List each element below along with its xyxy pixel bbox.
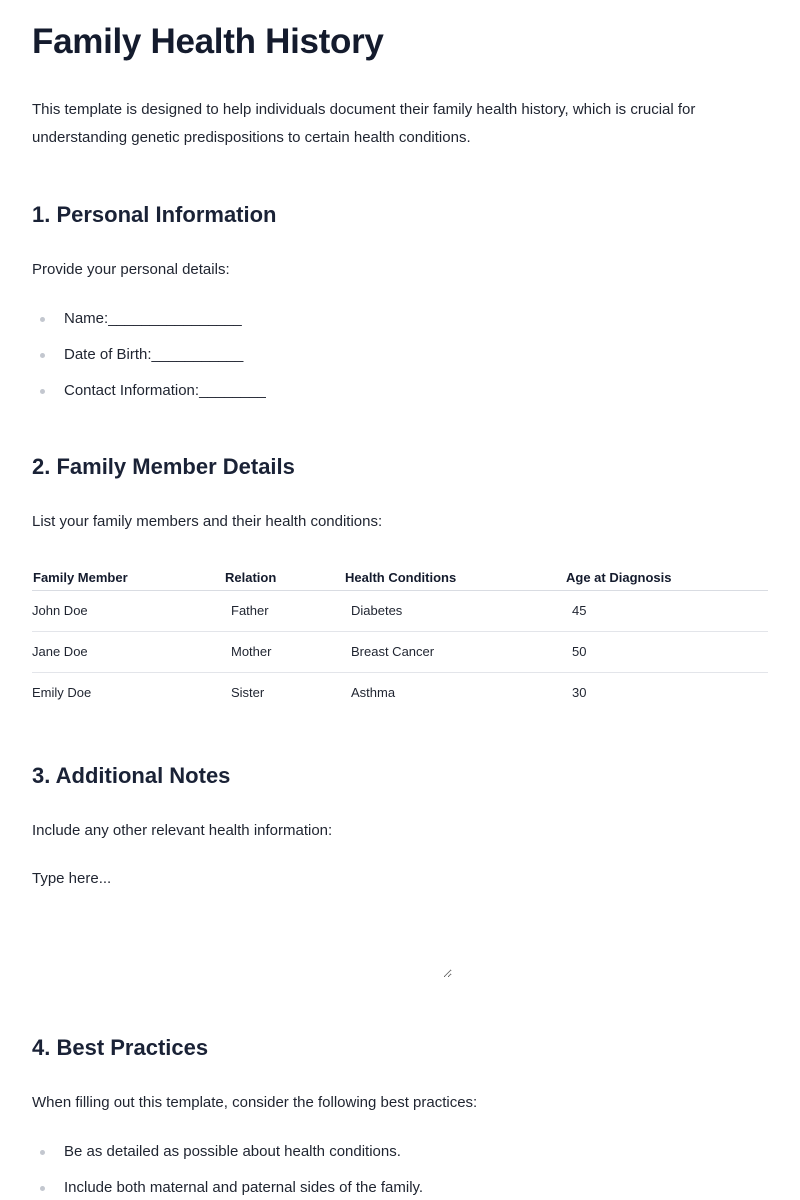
additional-notes-textarea[interactable] [32,868,452,978]
cell-relation: Father [224,590,344,631]
practices-prompt: When filling out this template, consider the following best practices: [32,1094,478,1111]
column-header-age-at-diagnosis: Age at Diagnosis [565,566,768,590]
family-prompt: List your family members and their health conditions: [32,513,383,530]
table-header-row [32,566,768,590]
cell-age-at-diagnosis: 45 [565,590,768,631]
family-members-table [32,566,768,713]
notes-prompt: Include any other relevant health information: [32,822,333,839]
column-header-family-member: Family Member [32,566,224,590]
table-row [32,590,768,631]
cell-family-member: Jane Doe [32,631,224,672]
cell-relation: Mother [224,631,344,672]
list-item: Be as detailed as possible about health conditions. [32,1142,423,1178]
page-title: Family Health History [32,22,384,61]
table-row [32,631,768,672]
list-item-name-field [32,309,266,345]
best-practices-list [32,1142,423,1200]
cell-health-conditions: Breast Cancer [344,631,565,672]
intro-paragraph: This template is designed to help individuals document their family health history, which is crucial for understanding genetic predispositions to certain health conditions. [32,101,696,146]
column-header-health-conditions: Health Conditions [344,566,565,590]
column-header-relation: Relation [224,566,344,590]
section-heading-personal-information: 1. Personal Information [32,202,277,227]
list-item-dob-field [32,345,266,381]
field-label: Name: [64,310,109,327]
field-label: Contact Information: [64,382,200,399]
date-of-birth-blank: ___________ [151,346,244,363]
cell-family-member: John Doe [32,590,224,631]
cell-relation: Sister [231,685,265,701]
list-item: Include both maternal and paternal sides of the family. [32,1178,423,1200]
cell-age-at-diagnosis: 30 [572,685,587,701]
section-heading-family-member-details: 2. Family Member Details [32,454,295,479]
personal-fields-list [32,309,266,417]
field-label: Date of Birth: [64,346,152,363]
section-heading-best-practices: 4. Best Practices [32,1035,209,1060]
personal-prompt: Provide your personal details: [32,261,230,278]
cell-family-member: Emily Doe [32,685,92,701]
cell-age-at-diagnosis: 50 [565,631,768,672]
list-item-contact-field [32,381,266,417]
table-row [32,672,768,713]
section-heading-additional-notes: 3. Additional Notes [32,763,231,788]
cell-health-conditions: Diabetes [344,590,565,631]
contact-information-blank: ________ [199,382,266,399]
name-blank: ________________ [108,310,242,327]
cell-health-conditions: Asthma [351,685,396,701]
